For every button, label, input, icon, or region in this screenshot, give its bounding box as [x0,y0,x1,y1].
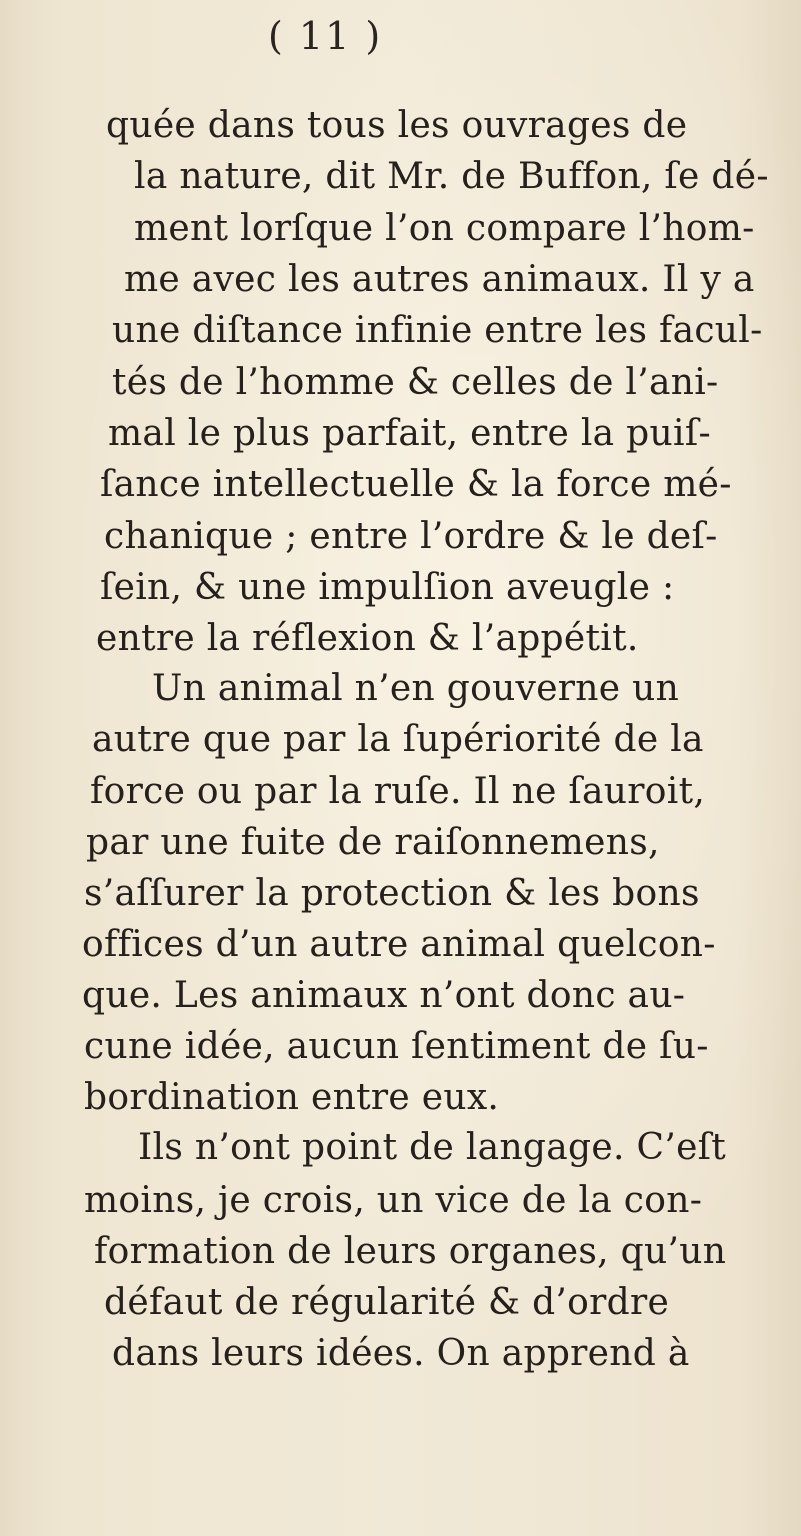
text-line-1: quée dans tous les ouvrages de [106,105,688,146]
text-line-14: force ou par la ruſe. Il ne ſauroit, [90,771,706,812]
text-line-24: défaut de régularité & d’ordre [104,1282,670,1323]
text-line-4: me avec les autres animaux. Il y a [124,259,755,300]
text-line-8: ſance intellectuelle & la force mé- [100,464,732,505]
text-line-23: formation de leurs organes, qu’un [94,1231,727,1272]
text-line-17: offices d’un autre animal quelcon- [82,924,716,965]
text-line-19: cune idée, aucun ſentiment de ſu- [84,1026,709,1067]
text-line-20: bordination entre eux. [84,1077,500,1118]
text-line-9: chanique ; entre l’ordre & le deſ- [104,516,718,557]
text-line-15: par une fuite de raiſonnemens, [86,822,660,863]
text-line-6: tés de l’homme & celles de l’ani- [112,362,719,403]
text-line-13: autre que par la ſupériorité de la [92,719,704,760]
text-line-7: mal le plus parfait, entre la puiſ- [108,413,711,454]
text-line-22: moins, je crois, un vice de la con- [84,1180,703,1221]
text-line-10: ſein, & une impulſion aveugle : [100,567,675,608]
page-number-header: ( 11 ) [268,14,383,58]
text-line-3: ment lorſque l’on compare l’hom- [134,208,755,249]
text-line-5: une diſtance infinie entre les facul- [112,310,763,351]
text-line-21: Ils n’ont point de langage. C’eſt [138,1127,727,1168]
text-line-11: entre la réflexion & l’appétit. [96,618,639,659]
text-line-25: dans leurs idées. On apprend à [112,1333,690,1374]
text-line-16: s’aſſurer la protection & les bons [84,873,700,914]
text-line-18: que. Les animaux n’ont donc au- [82,975,686,1016]
text-line-2: la nature, dit Mr. de Buffon, ſe dé- [134,156,769,197]
text-line-12: Un animal n’en gouverne un [152,668,680,709]
